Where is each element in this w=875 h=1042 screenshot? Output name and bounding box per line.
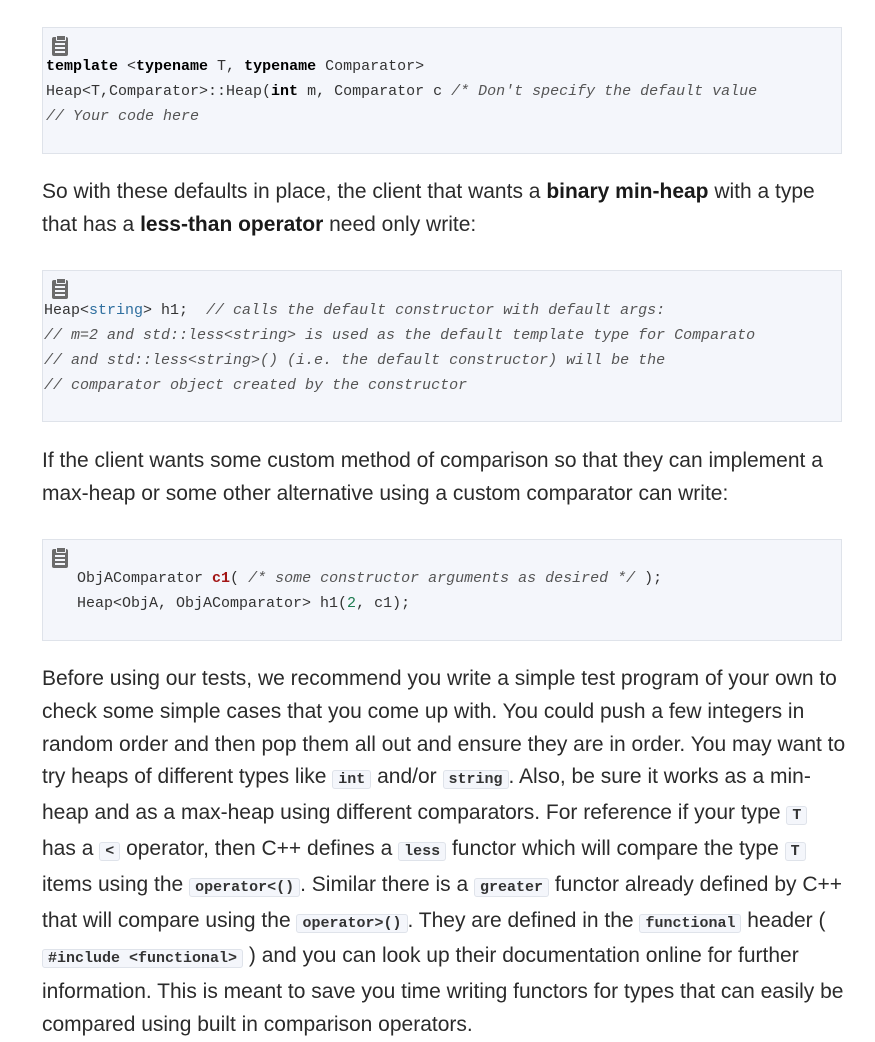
code-line: // comparator object created by the constructor — [44, 377, 468, 394]
inline-code: operator>() — [296, 914, 407, 933]
code-block-custom-heap — [42, 539, 842, 641]
code-line: ObjAComparator c1( /* some constructor arguments as desired */ ); — [77, 570, 663, 587]
inline-code: functional — [639, 914, 741, 933]
paragraph-defaults: So with these defaults in place, the client that wants a binary min-heap with a type that has a less-than operator need only write: — [42, 180, 815, 236]
inline-code: T — [786, 806, 807, 825]
clipboard-icon[interactable] — [52, 280, 68, 299]
paragraph-custom-comparator: If the client wants some custom method of comparison so that they can implement a max-heap or some other alternative using a custom comparator can write: — [42, 449, 823, 505]
code-line: // m=2 and std::less<string> is used as the default template type for Comparato — [44, 327, 756, 344]
paragraph-testing-advice: Before using our tests, we recommend you write a simple test program of your own to check some simple cases that you come up with. You could push a few integers in random order and then pop them all out and ensure they are in order. You may want to try heaps of different types like int and/or string . Also, be sure it works as a min-heap and as a max-heap using different comparators. For reference if your type T has a < operator, then C++ defines a less functor which will compare the type T items using the operator<() . Similar there is a greater functor already defined by C++ that will compare using the operator>() . They are defined in the functional header ( #include <functional> ) and you can look up their documentation online for further information. This is meant to save you time writing functors for types that can easily be compared using built in comparison operators. — [42, 667, 846, 1036]
code-line: Heap<string> h1; // calls the default constructor with default args: — [44, 302, 666, 319]
code-line: Heap<ObjA, ObjAComparator> h1(2, c1); — [77, 595, 411, 612]
inline-code: less — [398, 842, 446, 861]
inline-code: operator<() — [189, 878, 300, 897]
code-line: Heap<T,Comparator>::Heap(int m, Comparator c /* Don't specify the default value — [46, 83, 758, 100]
code-block-heap-constructor — [42, 27, 842, 154]
inline-code: greater — [474, 878, 549, 897]
code-line: // Your code here — [46, 108, 200, 125]
code-line: // and std::less<string>() (i.e. the default constructor) will be the — [44, 352, 666, 369]
code-block-default-heap — [42, 270, 842, 422]
inline-code: < — [99, 842, 120, 861]
inline-code: T — [785, 842, 806, 861]
inline-code: int — [332, 770, 371, 789]
code-line: template <typename T, typename Comparator> — [46, 58, 425, 75]
inline-code: #include <functional> — [42, 949, 243, 968]
inline-code: string — [443, 770, 509, 789]
clipboard-icon[interactable] — [52, 549, 68, 568]
